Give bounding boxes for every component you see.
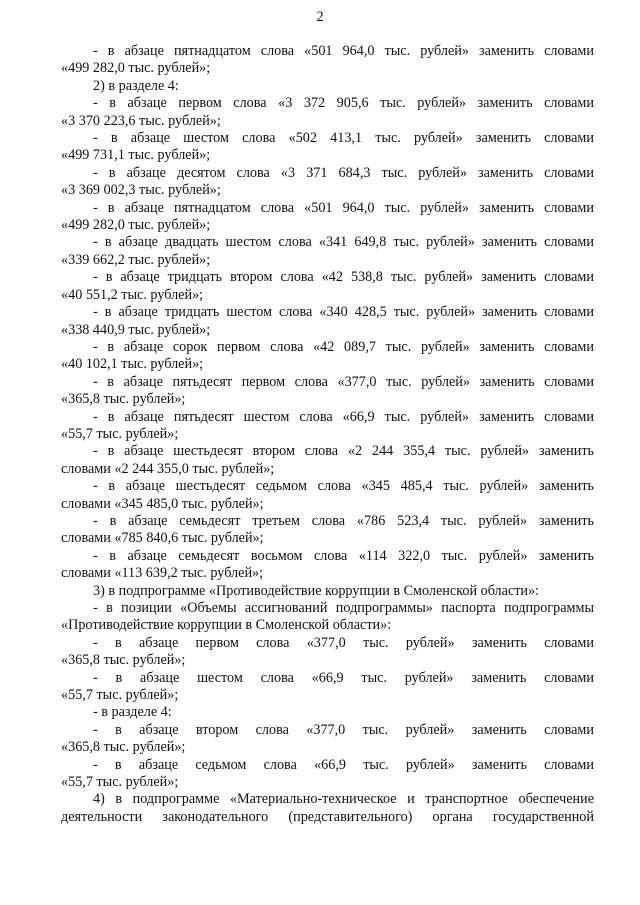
text-line: - в абзаце шестом слова «502 413,1 тыс. рублей» заменить словами [93, 130, 594, 147]
text-line: «499 282,0 тыс. рублей»; [61, 60, 211, 77]
text-line: 4) в подпрограмме «Материально-техническое и транспортное обеспечение [93, 791, 594, 808]
text-line: - в абзаце первом слова «377,0 тыс. рублей» заменить словами [93, 634, 594, 651]
text-line: «40 551,2 тыс. рублей»; [61, 286, 204, 303]
text-line: словами «785 840,6 тыс. рублей»; [61, 530, 264, 547]
text-line: «365,8 тыс. рублей»; [61, 739, 186, 756]
text-line: - в абзаце шестьдесят втором слова «2 244 355,4 тыс. рублей» заменить [93, 443, 594, 460]
text-line: - в абзаце седьмом слова «66,9 тыс. рублей» заменить словами [93, 756, 594, 773]
text-line: - в абзаце десятом слова «3 371 684,3 тыс. рублей» заменить словами [93, 164, 594, 181]
page-number: 2 [316, 9, 324, 25]
text-line: - в разделе 4: [93, 704, 172, 721]
text-line: «339 662,2 тыс. рублей»; [61, 251, 211, 268]
text-line: - в абзаце пятьдесят первом слова «377,0 тыс. рублей» заменить словами [93, 373, 594, 390]
text-line: - в абзаце двадцать шестом слова «341 649,8 тыс. рублей» заменить словами [93, 234, 594, 251]
text-line: 3) в подпрограмме «Противодействие коррупции в Смоленской области»: [93, 582, 540, 599]
text-line: «55,7 тыс. рублей»; [61, 425, 179, 442]
text-line: - в абзаце пятнадцатом слова «501 964,0 тыс. рублей» заменить словами [93, 199, 594, 216]
text-line: «3 369 002,3 тыс. рублей»; [61, 182, 221, 199]
text-line: «3 370 223,6 тыс. рублей»; [61, 112, 221, 129]
text-line: - в абзаце втором слова «377,0 тыс. рублей» заменить словами [93, 721, 594, 738]
text-line: словами «345 485,0 тыс. рублей»; [61, 495, 264, 512]
text-line: - в абзаце шестом слова «66,9 тыс. рублей» заменить словами [93, 669, 594, 686]
text-line: «365,8 тыс. рублей»; [61, 391, 186, 408]
document-body [61, 43, 594, 826]
text-line: словами «113 639,2 тыс. рублей»; [61, 565, 264, 582]
text-line: - в позиции «Объемы ассигнований подпрограммы» паспорта подпрограммы [93, 600, 594, 616]
text-line: - в абзаце пятьдесят шестом слова «66,9 тыс. рублей» заменить словами [93, 408, 594, 425]
text-line: «338 440,9 тыс. рублей»; [61, 321, 211, 338]
text-line: - в абзаце сорок первом слова «42 089,7 тыс. рублей» заменить словами [93, 338, 594, 355]
text-line: - в абзаце шестьдесят седьмом слова «345 485,4 тыс. рублей» заменить [93, 478, 594, 495]
text-line: «55,7 тыс. рублей»; [61, 687, 179, 704]
text-line: деятельности законодательного (представительного) органа государственной [61, 808, 594, 825]
text-line: - в абзаце тридцать шестом слова «340 428,5 тыс. рублей» заменить словами [93, 304, 594, 321]
text-line: 2) в разделе 4: [93, 77, 179, 94]
text-line: - в абзаце семьдесят восьмом слова «114 322,0 тыс. рублей» заменить [93, 547, 594, 564]
text-line: «499 731,1 тыс. рублей»; [61, 147, 211, 164]
text-line: «40 102,1 тыс. рублей»; [61, 356, 204, 373]
text-line: - в абзаце тридцать втором слова «42 538,8 тыс. рублей» заменить словами [93, 269, 594, 286]
text-line: «Противодействие коррупции в Смоленской области»: [61, 617, 392, 634]
text-line: - в абзаце пятнадцатом слова «501 964,0 тыс. рублей» заменить словами [93, 43, 594, 59]
text-line: «499 282,0 тыс. рублей»; [61, 217, 211, 234]
text-line: «55,7 тыс. рублей»; [61, 774, 179, 791]
text-line: - в абзаце семьдесят третьем слова «786 523,4 тыс. рублей» заменить [93, 512, 594, 529]
text-line: словами «2 244 355,0 тыс. рублей»; [61, 460, 275, 477]
text-line: - в абзаце первом слова «3 372 905,6 тыс. рублей» заменить словами [93, 95, 594, 112]
text-line: «365,8 тыс. рублей»; [61, 652, 186, 669]
